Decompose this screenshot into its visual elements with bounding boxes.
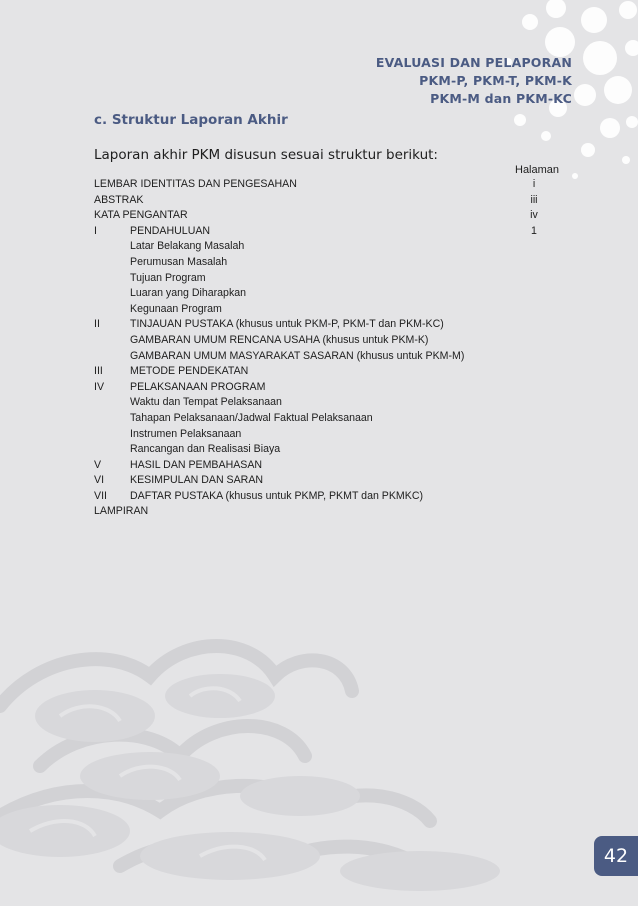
toc-entry-title: Waktu dan Tempat Pelaksanaan [130,396,282,409]
toc-entry-title: Kegunaan Program [130,302,222,315]
header-line-2: PKM-P, PKM-T, PKM-K [419,73,572,88]
toc-row [94,380,574,396]
toc-entry-title: PENDAHULUAN [130,224,211,237]
section-title: c. Struktur Laporan Akhir [94,112,288,128]
toc-chapter-number: III [94,365,103,378]
toc-entry-title: GAMBARAN UMUM RENCANA USAHA (khusus untuk PKM-K) [130,333,429,346]
running-header [376,54,572,108]
toc-page-number: iii [530,193,538,206]
toc-chapter-number: VI [94,474,105,487]
toc-entry-title: KATA PENGANTAR [94,209,188,222]
toc-row [94,333,574,349]
toc-entry-title: Tahapan Pelaksanaan/Jadwal Faktual Pelaksanaan [130,411,373,424]
toc-row [94,286,574,302]
toc-row [94,349,574,365]
page-column-header: Halaman [515,164,560,176]
toc-entry-title: DAFTAR PUSTAKA (khusus untuk PKMP, PKMT dan PKMKC) [130,489,423,502]
toc-page-number: 1 [531,224,537,237]
decorative-clouds [0,566,638,906]
toc-row [94,255,574,271]
toc-entry-title: PELAKSANAAN PROGRAM [130,380,266,393]
toc-row [94,364,574,380]
toc-row [94,224,574,240]
toc-row [94,411,574,427]
toc-row [94,458,574,474]
header-line-1: EVALUASI DAN PELAPORAN [375,55,572,70]
toc-entry-title: HASIL DAN PEMBAHASAN [130,458,263,471]
toc-chapter-number: V [94,458,102,471]
toc-chapter-number: II [94,318,100,331]
toc-entry-title: Rancangan dan Realisasi Biaya [130,443,281,456]
toc-row [94,489,574,505]
toc-entry-title: Latar Belakang Masalah [130,240,245,253]
toc-chapter-number: I [94,224,97,237]
toc-entry-title: LAMPIRAN [94,505,149,518]
toc-row [94,177,574,193]
toc-row [94,193,574,209]
toc-row [94,302,574,318]
toc-row [94,208,574,224]
toc-chapter-number: VII [94,489,107,502]
toc-chapter-number: IV [94,380,105,393]
toc-row [94,427,574,443]
toc-entry-title: GAMBARAN UMUM MASYARAKAT SASARAN (khusus untuk PKM-M) [130,349,465,362]
toc-row [94,395,574,411]
toc-row [94,504,574,520]
toc-entry-title: KESIMPULAN DAN SARAN [130,474,264,487]
toc-row [94,473,574,489]
toc-page-number: iv [530,209,538,222]
toc-entry-title: METODE PENDEKATAN [130,365,249,378]
toc-row [94,317,574,333]
toc-row [94,271,574,287]
toc-entry-title: Instrumen Pelaksanaan [130,427,242,440]
toc-row [94,239,574,255]
intro-text: Laporan akhir PKM disusun sesuai struktur berikut: [94,147,438,163]
toc-entry-title: Tujuan Program [130,271,206,284]
toc-row [94,442,574,458]
toc-entry-title: ABSTRAK [94,193,144,206]
toc-page-number: i [532,178,536,190]
toc-entry-title: Luaran yang Diharapkan [130,287,247,300]
header-line-3: PKM-M dan PKM-KC [430,91,572,106]
toc-entry-title: Perumusan Masalah [130,255,228,268]
toc-entry-title: TINJAUAN PUSTAKA (khusus untuk PKM-P, PKM-T dan PKM-KC) [130,318,444,331]
table-of-contents [94,177,574,520]
toc-entry-title: LEMBAR IDENTITAS DAN PENGESAHAN [94,178,297,190]
page-number-badge: 42 [594,836,638,876]
